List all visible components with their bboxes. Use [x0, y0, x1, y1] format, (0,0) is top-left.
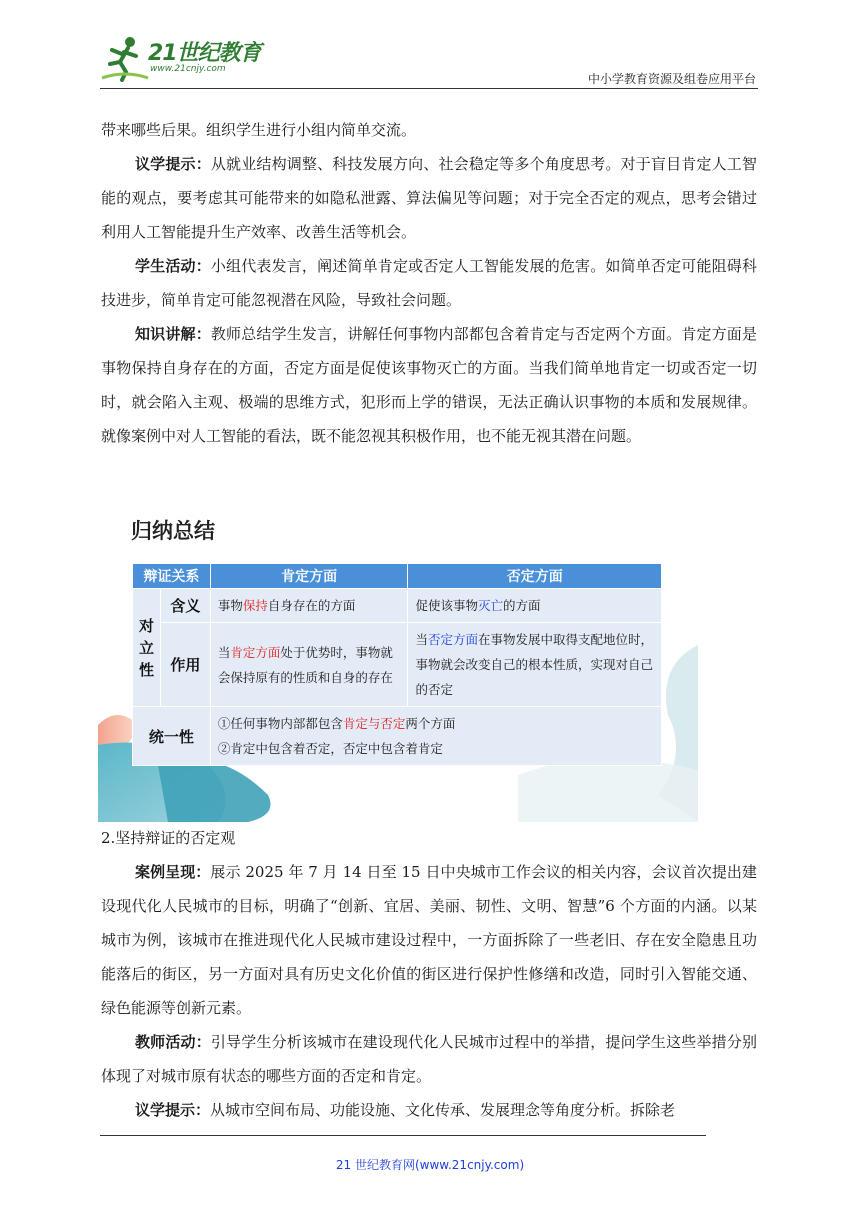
- table-cell: 当否定方面在事物发展中取得支配地位时，事物就会改变自己的根本性质，实现对自己的否定: [408, 623, 662, 707]
- paragraph-label: 议学提示：: [135, 155, 211, 173]
- row-label: 统一性: [133, 707, 211, 766]
- paragraph: 案例呈现：展示 2025 年 7 月 14 日至 15 日中央城市工作会议的相关内容，会议首次提出建设现代化人民城市的目标，明确了“创新、宜居、美丽、韧性、文明、智慧”6 个方面的内涵。以某城市为例，该城市在推进现代化人民城市建设过程中，一方面拆除了一些老旧、存在安全隐患且功能落后的街区，另一方面对具有历史文化价值的街区进行保护性修缮和改造，同时引入智能交通、绿色能源等创新元素。: [101, 863, 757, 1017]
- body-text-upper: [101, 113, 757, 453]
- paragraph: 议学提示：从就业结构调整、科技发展方向、社会稳定等多个角度思考。对于盲目肯定人工智能的观点，要考虑其可能带来的如隐私泄露、算法偏见等问题；对于完全否定的观点，思考会错过利用人工智能提升生产效率、改善生活等机会。: [101, 155, 757, 241]
- table-row: [133, 707, 662, 766]
- table-header-cell: 辩证关系: [133, 564, 211, 589]
- paragraph: 知识讲解：教师总结学生发言，讲解任何事物内部都包含着肯定与否定两个方面。肯定方面是事物保持自身存在的方面，否定方面是促使该事物灭亡的方面。当我们简单地肯定一切或否定一切时，就会陷入主观、极端的思维方式，犯形而上学的错误，无法正确认识事物的本质和发展规律。就像案例中对人工智能的看法，既不能忽视其积极作用，也不能无视其潜在问题。: [101, 325, 757, 445]
- paragraph-label: 知识讲解：: [135, 325, 211, 343]
- paragraph: 带来哪些后果。组织学生进行小组内简单交流。: [101, 121, 417, 139]
- paragraph: 学生活动：小组代表发言，阐述简单肯定或否定人工智能发展的危害。如简单否定可能阻碍科技进步，简单肯定可能忽视潜在风险，导致社会问题。: [101, 257, 757, 309]
- table-header-cell: 肯定方面: [210, 564, 408, 589]
- table-cell: 促使该事物灭亡的方面: [408, 589, 662, 623]
- paragraph-label: 案例呈现：: [135, 863, 211, 881]
- summary-table: [132, 563, 662, 766]
- body-text-lower: [101, 821, 757, 1127]
- row-group-label: 对立性: [133, 589, 161, 707]
- table-header-row: [133, 564, 662, 589]
- paragraph: 议学提示：从城市空间布局、功能设施、文化传承、发展理念等角度分析。拆除老: [135, 1101, 676, 1119]
- table-row: [133, 589, 662, 623]
- logo-url: www.21cnjy.com: [150, 64, 226, 74]
- table-row: [133, 623, 662, 707]
- row-label: 含义: [160, 589, 210, 623]
- page-header: [100, 30, 758, 92]
- platform-name: 中小学教育资源及组卷应用平台: [587, 72, 756, 86]
- runner-icon: [100, 34, 150, 82]
- paragraph: 教师活动：引导学生分析该城市在建设现代化人民城市过程中的举措，提问学生这些举措分别体现了对城市原有状态的哪些方面的否定和肯定。: [101, 1033, 757, 1085]
- table-header-cell: 否定方面: [408, 564, 662, 589]
- table-cell: 事物保持自身存在的方面: [210, 589, 408, 623]
- header-divider: [100, 88, 758, 89]
- paragraph-label: 教师活动：: [135, 1033, 211, 1051]
- table-cell: 当肯定方面处于优势时，事物就会保持原有的性质和自身的存在: [210, 623, 408, 707]
- row-label: 作用: [160, 623, 210, 707]
- figure-title: 归纳总结: [131, 519, 215, 543]
- table-cell: ①任何事物内部都包含肯定与否定两个方面 ②肯定中包含着否定，否定中包含着肯定: [210, 707, 661, 766]
- logo-text: 21世纪教育: [148, 41, 261, 66]
- footer-divider: [100, 1135, 706, 1136]
- footer-link[interactable]: 21 世纪教育网(www.21cnjy.com): [335, 1158, 525, 1172]
- site-logo[interactable]: [100, 34, 280, 82]
- section-heading: 2.坚持辩证的否定观: [101, 829, 236, 847]
- summary-figure: [98, 495, 698, 822]
- paragraph-label: 议学提示：: [135, 1101, 211, 1119]
- paragraph-label: 学生活动：: [135, 257, 211, 275]
